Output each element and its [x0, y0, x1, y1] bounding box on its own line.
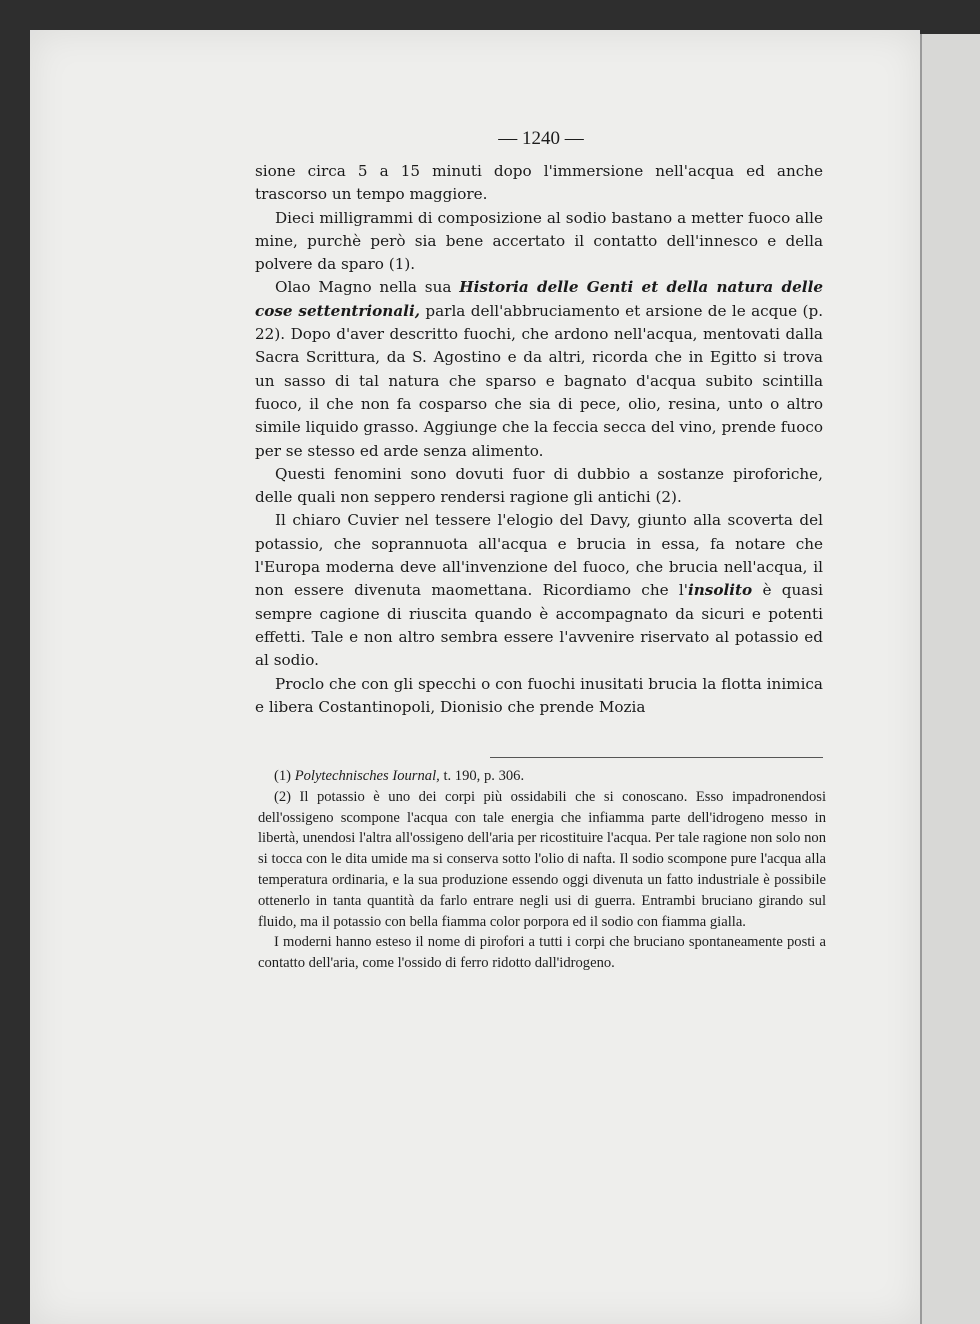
paragraph-4: Questi fenomini sono dovuti fuor di dubbio a sostanze piroforiche, delle quali non seppero rendersi ragione gli antichi (2). [255, 464, 823, 507]
footnote-2-continuation: I moderni hanno esteso il nome di pirofori a tutti i corpi che bruciano spontaneamente posti a contatto dell'aria, come l'ossido di ferro ridotto dall'idrogeno. [258, 934, 826, 972]
paragraph-1: sione circa 5 a 15 minuti dopo l'immersione nell'acqua ed anche trascorso un tempo maggiore. [255, 162, 823, 204]
paragraph-5-body: è quasi sempre cagione di riuscita quando è accompagnato da sicuri e potenti effetti. Tale e non altro sembra essere l'avvenire riservato al potassio ed al sodio. [255, 581, 823, 670]
paragraph-2: Dieci milligrammi di composizione al sodio bastano a metter fuoco alle mine, purchè però sia bene accertato il contatto dell'innesco e della polvere da sparo (1). [255, 208, 823, 274]
footnotes [258, 766, 826, 974]
paragraph-3-body: parla dell'abbruciamento et arsione de le acque (p. 22). Dopo d'aver descritto fuochi, che ardono nell'acqua, mentovati dalla Sacra Scrittura, da S. Agostino e da altri, ricorda che in Egitto si trova un sasso di tal natura che sparso e bagnato d'acqua subito scintilla fuoco, il che non fa cosparso che sia di pece, olio, resina, unto o altro simile liquido grasso. Aggiunge che la feccia secca del vino, prende fuoco per se stesso ed arde senza alimento. [255, 301, 824, 460]
page-number: — 1240 — [498, 128, 584, 149]
paragraph-5-lead: Il chiaro Cuvier nel tessere l'elogio del Davy, giunto alla scoverta del potassio, che soprannuota all'acqua e brucia in essa, fa notare che l'Europa moderna deve all'invenzione del fuoco, che brucia nell'acqua, il non essere divenuta maomettana. Ricordiamo che l' [255, 511, 823, 600]
book-title-historia: Historia delle Genti et della natura delle cose settentrionali, [255, 278, 824, 320]
footnote-1 [258, 766, 826, 787]
footnote-divider [490, 757, 823, 758]
paragraph-3 [255, 276, 823, 462]
insolito-emphasis: insolito [687, 581, 753, 600]
paragraph-6: Proclo che con gli specchi o con fuochi inusitati brucia la flotta inimica e libera Costantinopoli, Dionisio che prende Mozia [255, 674, 823, 716]
footnote-1-journal: Polytechnisches Iournal, [294, 768, 440, 784]
paragraph-5 [255, 509, 823, 672]
footnote-2: (2) Il potassio è uno dei corpi più ossidabili che si conoscano. Esso impadronendosi dell'ossigeno scompone l'acqua con tale energia che infiamma parte dell'idrogeno messo in libertà, unendosi l'altra all'ossigeno dell'aria per ricostituire l'acqua. Per tale ragione non solo non si tocca con le dita umide ma si conserva sotto l'olio di nafta. Il sodio scompone pure l'acqua alla temperatura ordinaria, e la sua produzione essendo oggi divenuta un fatto industriale è possibile ottenerlo in tanta quantità da farlo entrare negli usi di guerra. Entrambi bruciano girando sul fluido, ma il potassio con bella fiamma color porpora ed il sodio con fiamma gialla. [258, 788, 826, 930]
footnote-1-reference: t. 190, p. 306. [443, 768, 525, 784]
paragraph-3-lead: Olao Magno nella sua [275, 278, 452, 297]
adjacent-page-edge [920, 34, 980, 1324]
footnote-1-marker: (1) [274, 768, 292, 784]
main-text [255, 160, 823, 719]
